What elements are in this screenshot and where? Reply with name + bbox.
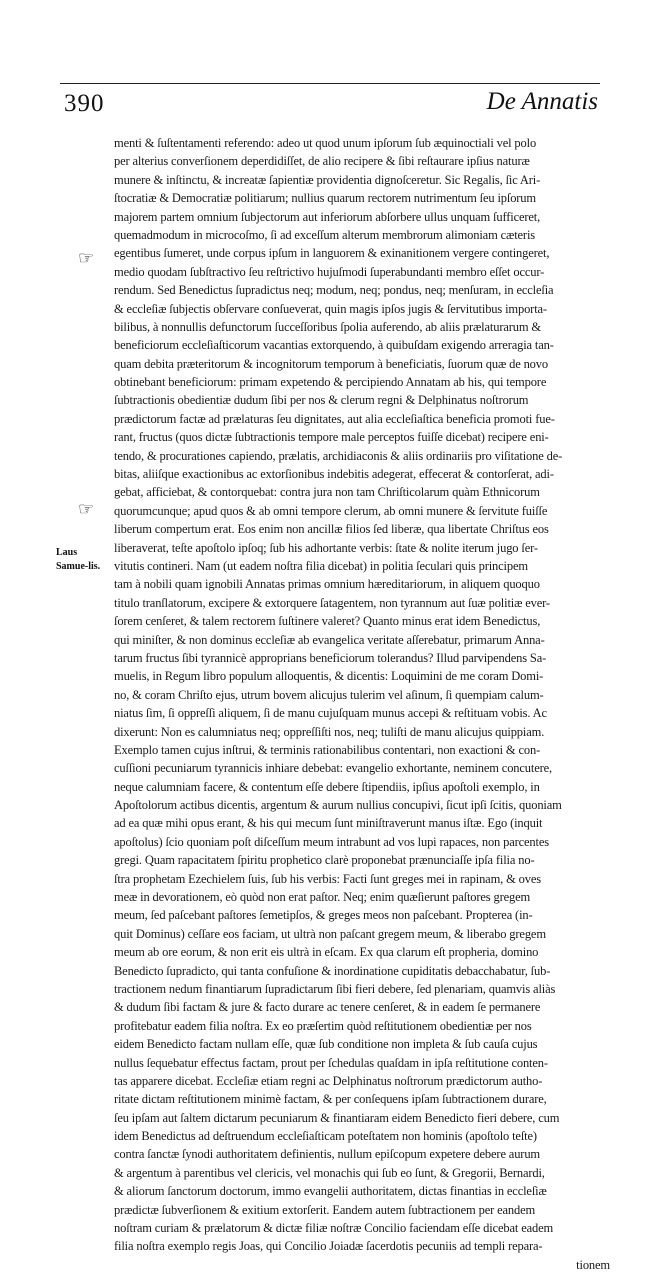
text-line: meum, ſed paſcebant paſtores ſemetipſos, & greges meos non paſcebant. Propterea (in- bbox=[114, 908, 533, 923]
text-line: contra ſanctæ ſynodi authoritatem definientis, nullum epiſcopum expetere debere aurum bbox=[114, 1147, 540, 1162]
text-line: quit Dominus) ceſſare eos faciam, ut ultrà non paſcant gregem meum, & liberabo gregem bbox=[114, 926, 546, 941]
text-line: neque calumniam facere, & contentum eſſe debere ſtipendiis, ipſius apoſtoli exemplo, in bbox=[114, 779, 540, 794]
text-line: & aliorum ſanctorum doctorum, immo evangelii authoritatem, dictas finantias in eccleſiæ bbox=[114, 1184, 547, 1199]
text-line: tionem bbox=[576, 1257, 610, 1272]
text-line: profitebatur eadem filia noſtra. Ex eo præſertim quòd reſtitutionem obedientiæ per nos bbox=[114, 1018, 532, 1033]
text-line: menti & ſuſtentamenti referendo: adeo ut quod unum ipſorum ſub æquinoctiali vel polo bbox=[114, 136, 537, 150]
text-line: noſtram curiam & prælatorum & dictæ filiæ noſtræ Concilio faciendam eſſe dicebat eadem bbox=[114, 1221, 554, 1236]
text-line: gebat, afficiebat, & contorquebat: contra jura non tam Chriſticolarum quàm Ethnicorum bbox=[114, 485, 540, 500]
text-line: apoſtolus) ſcio quoniam poſt diſceſſum meum intrabunt ad vos lupi rapaces, non parcentes bbox=[114, 834, 549, 849]
text-line: liberaverat, teſte apoſtolo ipſoq; ſub his adhortante verbis: ſtate & nolite iterum jugo ſer- bbox=[114, 540, 538, 555]
text-line: quemadmodum in microcoſmo, ſi ad exceſſum alterum membrorum alimoniam cæteris bbox=[114, 227, 535, 242]
text-line: tractionem nedum finantiarum ſupradictarum ſibi fieri debere, ſed plenariam, quamvis aliàs bbox=[114, 981, 556, 996]
text-line: qui miniſter, & non dominus eccleſiæ ab evangelica veritate aſſerebatur, primarum Anna- bbox=[114, 632, 545, 647]
text-line: ſtocratiæ & Democratiæ politiarum; nullius quarum rectorem nutrimentum ſeu ipſorum bbox=[114, 191, 536, 206]
text-line: nullus ſequebatur effectus factam, prout per ſchedulas quaſdam in ipſa reſtitutione conten- bbox=[114, 1055, 548, 1070]
manicule-icon: ☞ bbox=[78, 499, 95, 519]
text-line: & argentum à parentibus vel clericis, vel monachis qui ſub eo ſunt, & Gregorii, Bernardi, bbox=[114, 1165, 545, 1180]
text-line: no, & coram Chriſto ejus, utrum bovem alicujus tulerim vel aſinum, ſi quempiam calum- bbox=[114, 687, 544, 702]
text-line: quorumcunque; apud quos & ab omni tempore clerum, ab omni munere & ſervitute fuiſſe bbox=[114, 503, 548, 518]
text-line: majorem partem omnium ſubjectorum aut inferiorum abſorbere ullus unquam ſufficeret, bbox=[114, 209, 541, 224]
text-line: tarum fructus ſibi tyrannicè approprians beneficiorum tolerandus? Illud parvipendens Sa- bbox=[114, 650, 547, 665]
text-line: prædictæ ſubverſionem & exitium extorſerit. Eandem autem ſubtractionem per eandem bbox=[114, 1202, 536, 1217]
text-line: muelis, in Regum libro populum alloquentis, & dicentis: Loquimini de me coram Domi- bbox=[114, 669, 544, 684]
text-line: & eccleſiæ ſubjectis obſervare conſueverat, quin magis ipſos jugis & ſervitutibus importa- bbox=[114, 301, 547, 316]
text-line: per alterius converſionem deperdidiſſet, de alio recipere & ſibi reſtaurare ipſius naturæ bbox=[114, 154, 530, 169]
text-line: ad ea quæ mihi opus erant, & his qui mecum ſunt miniſtraverunt manus iſtæ. Ego (inquit bbox=[114, 816, 543, 831]
text-line: quam debita præteritorum & incognitorum temporum à beneficiatis, ſuorum quæ de novo bbox=[114, 356, 548, 371]
text-line: Benedicto ſupradicto, qui tanta confuſione & inordinatione cupiditatis debacchabatur, ſub- bbox=[114, 963, 551, 978]
body-text bbox=[114, 134, 610, 1274]
text-line: ſorem cenſeret, & talem rectorem ſuſtinere valeret? Quanto minus erat idem Benedictus, bbox=[114, 614, 541, 629]
running-head: De Annatis bbox=[486, 88, 598, 115]
text-line: meæ in devorationem, eò quòd non erat paſtor. Neq; enim quæſierunt paſtores gregem bbox=[114, 890, 531, 905]
text-line: tam à nobili quam ignobili Annatas primas omnium hæreditariorum, in aliquem quoquo bbox=[114, 577, 540, 592]
header-rule bbox=[60, 83, 600, 84]
text-line: dixerunt: Non es calumniatus neq; oppreſſiſti nos, neq; tuliſti de manu alicujus quippiam. bbox=[114, 724, 545, 739]
text-line: rant, fructus (quos dictæ ſubtractionis tempore male perceptos fuiſſe dicebat) recipere eni- bbox=[114, 430, 549, 445]
text-line: & dudum ſibi factam & jure & facto durare ac tenere cenſeret, & in eadem ſe permanere bbox=[114, 1000, 541, 1015]
text-line: titulo tranſlatorum, excipere & extorquere ſatagentem, non tyrannum aut ſuæ politiæ ever- bbox=[114, 595, 550, 610]
text-line: idem Benedictus ad deſtruendum eccleſiaſticam poteſtatem non hominis (apoſtolo teſte) bbox=[114, 1129, 537, 1144]
text-line: bilibus, à nonnullis defunctorum ſucceſſoribus ſpolia auferendo, ab aliis prælaturarum & bbox=[114, 319, 541, 334]
text-line: munere & inſtinctu, & increatæ ſapientiæ providentia dignoſceretur. Sic Regalis, ſic Ari- bbox=[114, 172, 541, 187]
text-line: vitutis contineri. Nam (ut eadem noſtra filia dicebat) in politia ſeculari quis principem bbox=[114, 558, 528, 573]
text-line: ritate dictam reſtitutionem minimè factam, & per conſequens ipſam ſubtractionem durare, bbox=[114, 1092, 547, 1107]
text-line: obtinebant beneficiorum: primam expetendo & percipiendo Annatam ab his, qui tempore bbox=[114, 375, 547, 390]
text-line: rendum. Sed Benedictus ſupradictus neq; modum, neq; pondus, neq; menſuram, in eccleſia bbox=[114, 283, 554, 298]
text-line: tendo, & procurationes capiendo, prælatis, archidiaconis & aliis ordinariis pro viſitatione de- bbox=[114, 448, 563, 463]
text-line: bitas, aliiſque exactionibus ac extorſionibus indebitis adegerat, effecerat & contorſerat, adi- bbox=[114, 467, 554, 482]
text-line: beneficiorum eccleſiaſticorum vacantias extorquendo, à quibuſdam exigendo arreragia tan- bbox=[114, 338, 554, 353]
text-line: Apoſtolorum actibus dicentis, argentum & aurum nullius concupivi, ſicut ipſi ſcitis, quoniam bbox=[114, 798, 562, 813]
text-line: eidem Benedicto factam nullam eſſe, quæ ſub conditione non impleta & ſub cauſa cujus bbox=[114, 1037, 538, 1052]
manicule-icon: ☞ bbox=[78, 248, 95, 268]
text-line: cuſſioni pecuniarum tyrannicis inhiare debebat: evangelio exhortante, neminem concutere, bbox=[114, 761, 553, 776]
page-number: 390 bbox=[64, 90, 105, 117]
text-line: filia noſtra exemplo regis Joas, qui Concilio Joiadæ ſacerdotis pecuniis ad templi repara- bbox=[114, 1239, 543, 1254]
text-line: ſeu ipſam aut ſaltem dictarum pecuniarum & finantiaram eidem Benedicto fieri debere, cum bbox=[114, 1110, 560, 1125]
text-line: tas apparere dicebat. Eccleſiæ etiam regni ac Delphinatus noſtrorum prædictorum autho- bbox=[114, 1073, 543, 1088]
text-line: ſtra prophetam Ezechielem ſuis, ſub his verbis: Facti ſunt greges mei in rapinam, & oves bbox=[114, 871, 541, 886]
text-line: niatus ſim, ſi oppreſſi aliquem, ſi de manu cujuſquam munus accepi & reſtituam vobis. Ac bbox=[114, 706, 547, 721]
text-line: egentibus ſumeret, unde corpus ipſum in languorem & exinanitionem vergere contingeret, bbox=[114, 246, 550, 261]
text-line: ſubtractionis obedientiæ dudum ſibi per nos & clerum regni & Delphinatus noſtrorum bbox=[114, 393, 529, 408]
text-line: medio quodam ſubſtractivo ſeu reſtrictivo hujuſmodi ſuperabundanti membro eſſet occur- bbox=[114, 264, 545, 279]
margin-note: Laus Samue-lis. bbox=[56, 547, 101, 572]
text-line: liberum compertum erat. Eos enim non ancillæ filios ſed liberæ, qua libertate Chriſtus eos bbox=[114, 522, 549, 537]
text-line: gregi. Quam rapacitatem ſpiritu prophetico clarè proponebat prænunciaſſe ipſa filia no- bbox=[114, 853, 535, 868]
text-line: Exemplo tamen cujus inſtrui, & terminis rationabilibus contentari, non exactioni & con- bbox=[114, 742, 541, 757]
text-line: prædictorum factæ ad prælaturas ſeu dignitates, aut alia eccleſiaſtica beneficia promoti fue- bbox=[114, 411, 555, 426]
text-line: meum ab ore eorum, & non erit eis ultrà in eſcam. Ex qua clarum eſt propheria, domino bbox=[114, 945, 539, 960]
